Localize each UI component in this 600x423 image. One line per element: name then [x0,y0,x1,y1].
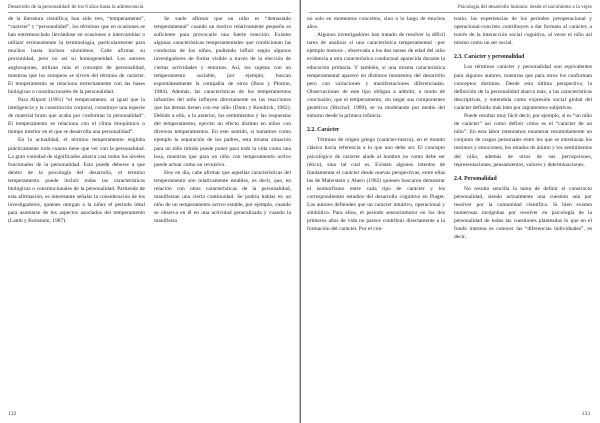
body-paragraph: trario, las experiencias de los periodos preoperacional y operacional-concreto contribuyen a dar formato al carácter, a través de la interacción social cognitiva, al verse el niño así mismo como un ser social. [454,16,592,47]
section-heading: 2.2. Carácter [307,127,340,134]
body-paragraph: Los términos carácter y personalidad son equivalentes para algunos autores, mientras que para otros los conforman conceptos distintos. Desde esta última perspectiva, la definición de la personalidad abarca más, a las características descriptivas, y entendida como expresión social global del carácter definido más bien por argumentos subjetivos. [454,64,592,111]
body-paragraph: Se suele afirmar que un niño es “demasiado temperamental” cuando un motivo relativamente pequeño es suficiente para provocarle una fuerte reacción. Existen algunas características temperamentales que condicionan las conductas de los niños, pudiendo influir según algunos investigadores de forma visible a través de la elección de ciertas actividades y entornos. Así, los sujetos con un temperamento sociable, por ejemplo, buscan espontáneamente la compañía de otros (Buss y Plomin, 1984). Además, las características de los temperamentos infantiles del niño influyen directamente en las reacciones que las demás tienen con ese niño (Dunn y Kendrick, 1982). Debido a ello, a lo anterior, los sentimientos y las respuestas del temperamento, ejercen un efecto distinto en niños con diversos temperamentos. En este sentido, si tomamos como ejemplo la separación de los padres, esta misma situación para un niño tímido puede poner para todo la vida como una losa, mientras que para un niño con temperamento activo puede actuar como un revulsivo. [154,16,291,168]
left-page-column-2 [154,15,291,401]
page-number-right: 133 [581,411,590,417]
page-number-left: 132 [8,411,17,417]
body-paragraph: En la actualidad, el término temperamento engloba prácticamente todo cuanto tiene que ver con la personalidad. La gran variedad de significados abarca casi todos los niveles funcionales de la personalidad. Esto puede deberse a que dentro de la psicología del desarrollo, el término temperamento puede incluir todas las características biológicas o constitucionales de la personalidad. Partiendo de esta afirmación, es interesante señalar la consideración de los investigadores, quienes otorgan a la niñez el período ideal para asomarse de los aspectos asociados del temperamento (Lamb y Bornstein, 1987). [8,137,145,225]
right-page-column-1 [307,15,445,401]
body-paragraph: no solo en momentos concretos, sino a lo largo de muchos años. [307,16,445,31]
section-heading: 2.4. Personalidad [454,175,497,182]
text-columns-left [8,15,291,401]
body-paragraph: Hoy en día, cabe afirmar que aquellas características del temperamento son relativamente estables, es decir, que, en relación con otras características de la personalidad, manifiestan una cierta continuidad. Se podría hablar en un niño de un temperamento activo estable, por ejemplo, cuando se observa en él en una actividad generalizada y cuando la manifiesta [154,169,291,225]
body-paragraph: No resulta sencilla la tarea de definir el constructo personalidad, siendo actualmente una cuestión aún por resolver por la comunidad científica. Si bien existen numerosas incógnitas por resolver en psicología de la personalidad de todas las cuestiones planteadas lo que en el fondo interesa es conocer las “diferencias individuales”, es decir, [454,185,592,241]
body-paragraph: Para Allport (1961) “el temperamento, al igual que la inteligencia y la constitución corporal, constituye una especie de material bruto que acaba por conformar la personalidad”. El temperamento se relaciona con el clima bioquímico o tiempo interior en el que se desarrolla una personalidad”. [8,96,145,136]
body-paragraph: Término de origen griego (carácter-marca), en el mundo clásico hacía referencia a lo que uno debe ser. El concepto psicológico de carácter alude al hombre no como debe ser (ético), sino tal cual es. Existen algunos intentos de fundamentar el carácter desde nuevas perspectivas, entre ellas las de Malerstein y Ahern (1982) quienes buscaron demostrar el isomorfismo entre cada tipo de carácter y los correspondientes estadios del desarrollo cognitivo en Piaget. Los autores defienden que un carácter intuitivo, operacional y simbólico. Para ellos, el periodo sensoriomotor en los dos primeros años de vida no parece contribuir directamente a la formación del carácter. Por el con- [307,137,445,233]
running-head-right: Psicología del desarrollo humano: desde el nacimiento a la vejez [457,4,592,10]
body-paragraph: Puede resultar muy fácil decir, por ejemplo, si es “un niño de carácter” así como definir cómo es el “carácter de un niño”. En esta labor intentamos enumerar resumidamente un conjunto de rasgos personales entre los que se entrelazan los instintos y emociones, los estados de ánimo y los sentimientos del niño, además de otros de sus percepciones, representaciones, pensamientos, valores y determinaciones. [454,113,592,168]
left-page-column-1 [8,15,145,401]
right-page-column-2 [454,15,592,401]
running-head-left: Desarrollo de la personalidad: de los 6 años hasta la adolescencia [8,4,144,10]
header-rule-left [8,12,291,13]
section-heading: 2.3. Carácter y personalidad [454,54,525,61]
text-columns-right [307,15,592,401]
body-paragraph: Algunos investigadores han tratado de resolver la difícil tarea de analizar si una característica temperamental –por ejemplo motora–, observada a los dos meses de edad del niño evidencia a otra característica conductual aparecida durante la educación primaria. Y también, si una misma característica temperamental aparece en distintos momentos del desarrollo pero con variaciones y manifestaciones diferenciadas. Observaciones de este tipo obligan a admitir, a modo de conclusión, que el temperamento, sin negar sus componentes genéticos (Bischof, 1989), se va modelando por medio del entorno desde la primera infancia. [307,32,445,120]
right-page [301,0,600,423]
header-rule-right [309,12,592,13]
body-paragraph: de la literatura científica, han sido tres, “temperamento”, “carácter” y “personalidad”, los términos que en ocasiones se han entremezclado llevándose en ocasiones a intercambiar o utilizar erróneamente la terminología, particularmente para muchos hasta incluso sinónimos. Cabe afirmar su proximidad, pero no así su homogeneidad. Los autores anglosajones, utilizan más el concepto de personalidad, mientras que los europeos se sirven del término de carácter. El temperamento se relaciona estrechamente con las bases biológicas o constitucionales de la personalidad. [8,16,145,95]
